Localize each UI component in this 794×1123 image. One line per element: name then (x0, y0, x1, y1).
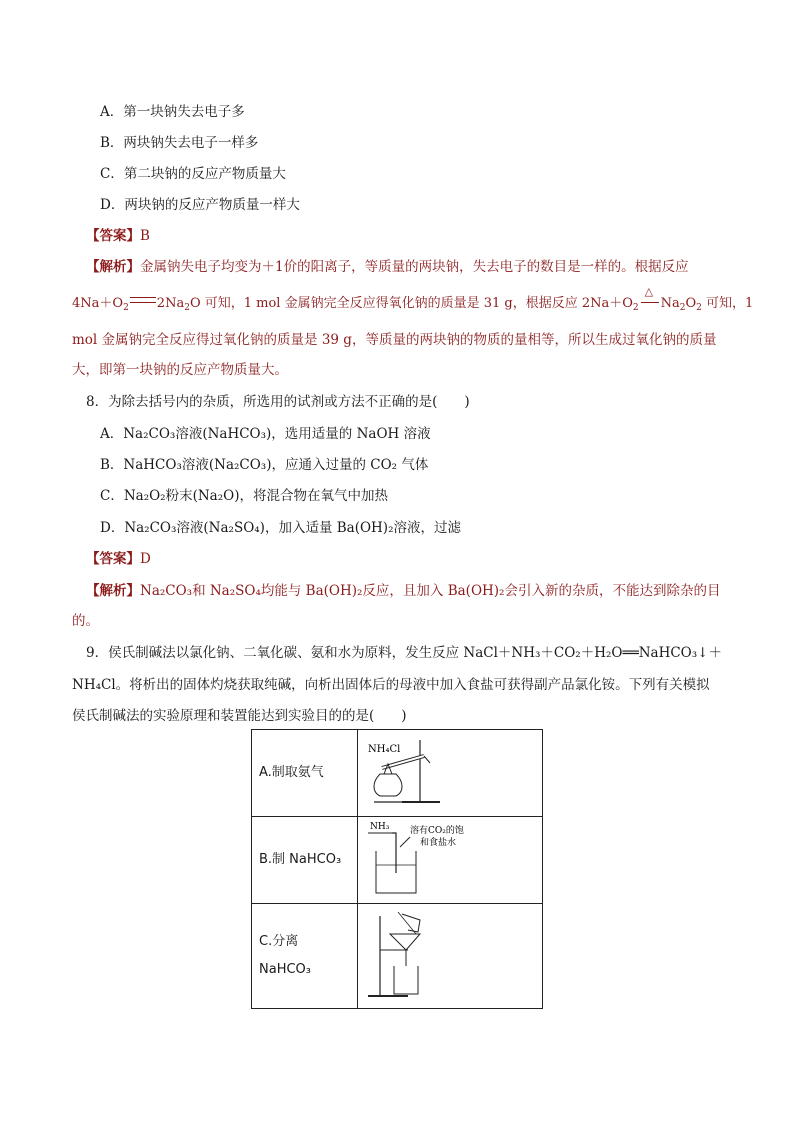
row-label-line-2: NaHCO₃ (259, 962, 311, 977)
heat-arrow (641, 285, 659, 307)
q8-analysis-line-1 (86, 582, 720, 600)
analysis-eq-part: 4Na＋O (72, 296, 124, 311)
row-label-line-1: C.分离 (259, 934, 299, 949)
analysis-text: 金属钠失电子均变为＋1价的阳离子，等质量的两块钠，失去电子的数目是一样的。根据反应 (140, 259, 689, 275)
answer-value: D (140, 551, 151, 567)
q7-analysis-line-3: mol 金属钠完全反应得过氧化钠的质量是 39 g，等质量的两块钠的物质的量相等，所以生成过氧化钠的质量 (72, 332, 717, 348)
analysis-eq-part: 2Na (156, 296, 185, 311)
row-label (252, 904, 358, 1009)
analysis-eq-part: 可知，1 (701, 296, 754, 311)
q8-answer (86, 550, 151, 568)
analysis-text: Na₂CO₃和 Na₂SO₄均能与 Ba(OH)₂反应，且加入 Ba(OH)₂会引入新的杂质，不能达到除杂的目 (140, 583, 721, 599)
q7-answer (86, 227, 150, 245)
q7-analysis-line-1 (86, 258, 689, 276)
analysis-eq-part: O (685, 296, 697, 311)
q8-option-a: A．Na₂CO₃溶液(NaHCO₃)，选用适量的 NaOH 溶液 (100, 426, 431, 442)
q9-stem-line-2: NH₄Cl。将析出的固体灼烧获取纯碱，向析出固体后的母液中加入食盐可获得副产品氯化铵。下列有关模拟 (72, 677, 710, 693)
answer-value: B (140, 228, 150, 244)
equals-sign (130, 297, 156, 303)
q9-stem-line-3: 侯氏制碱法的实验原理和装置能达到实验目的的是( ) (72, 708, 407, 724)
q7-option-d: D．两块钠的反应产物质量一样大 (100, 197, 300, 213)
solution-label-1: 溶有CO₂的饱 (410, 826, 464, 836)
q8-option-c: C．Na₂O₂粉末(Na₂O)，将混合物在氧气中加热 (100, 488, 388, 504)
row-label: A.制取氨气 (252, 730, 358, 817)
solution-label-2: 和食盐水 (420, 838, 457, 848)
analysis-eq-part: Na (660, 296, 680, 311)
apparatus-a-cell (358, 730, 543, 817)
heat-triangle-icon: △ (644, 285, 654, 298)
q7-option-a: A．第一块钠失去电子多 (100, 104, 245, 120)
table-row (252, 730, 543, 817)
q8-analysis-line-2: 的。 (72, 613, 99, 629)
analysis-eq-part: O 可知，1 mol 金属钠完全反应得氧化钠的质量是 31 g，根据反应 2Na＋O (189, 296, 633, 311)
apparatus-b-cell (358, 817, 543, 904)
apparatus-c-cell (358, 904, 543, 1009)
answer-tag: 【答案】 (86, 228, 140, 244)
q9-options-table (251, 729, 543, 1009)
answer-tag: 【答案】 (86, 551, 140, 567)
nahco3-apparatus-diagram (358, 817, 542, 899)
q7-analysis-line-2: $4Na+O_2$ $2Na_2O$ 可知，1 mol 金属钠完全反应得氧化钠的质量是 31 g，根据反应 $2Na+O_2$ △ $Na_2O_2$ 可知，1 (72, 285, 754, 313)
q8-stem: 8．为除去括号内的杂质，所选用的试剂或方法不正确的是( ) (86, 394, 470, 410)
analysis-tag: 【解析】 (86, 583, 140, 599)
q8-option-b: B．NaHCO₃溶液(Na₂CO₃)，应通入过量的 CO₂ 气体 (100, 457, 429, 473)
q9-stem-line-1: 9．侯氏制碱法以氯化钠、二氧化碳、氨和水为原料，发生反应 NaCl＋NH₃＋CO₂＋H₂O══NaHCO₃↓＋ (86, 645, 722, 661)
q7-option-b: B．两块钠失去电子一样多 (100, 135, 259, 151)
analysis-tag: 【解析】 (86, 259, 140, 275)
nh3-label: NH₃ (370, 822, 390, 832)
nh4cl-label: NH₄Cl (368, 744, 401, 755)
ammonia-apparatus-diagram (358, 730, 542, 812)
q8-option-d: D．Na₂CO₃溶液(Na₂SO₄)，加入适量 Ba(OH)₂溶液，过滤 (100, 520, 461, 536)
table-row (252, 904, 543, 1009)
filtration-apparatus-diagram (358, 904, 542, 1004)
q7-option-c: C．第二块钠的反应产物质量大 (100, 166, 286, 182)
table-row (252, 817, 543, 904)
q7-analysis-line-4: 大，即第一块钠的反应产物质量大。 (72, 362, 288, 378)
row-label: B.制 NaHCO₃ (252, 817, 358, 904)
